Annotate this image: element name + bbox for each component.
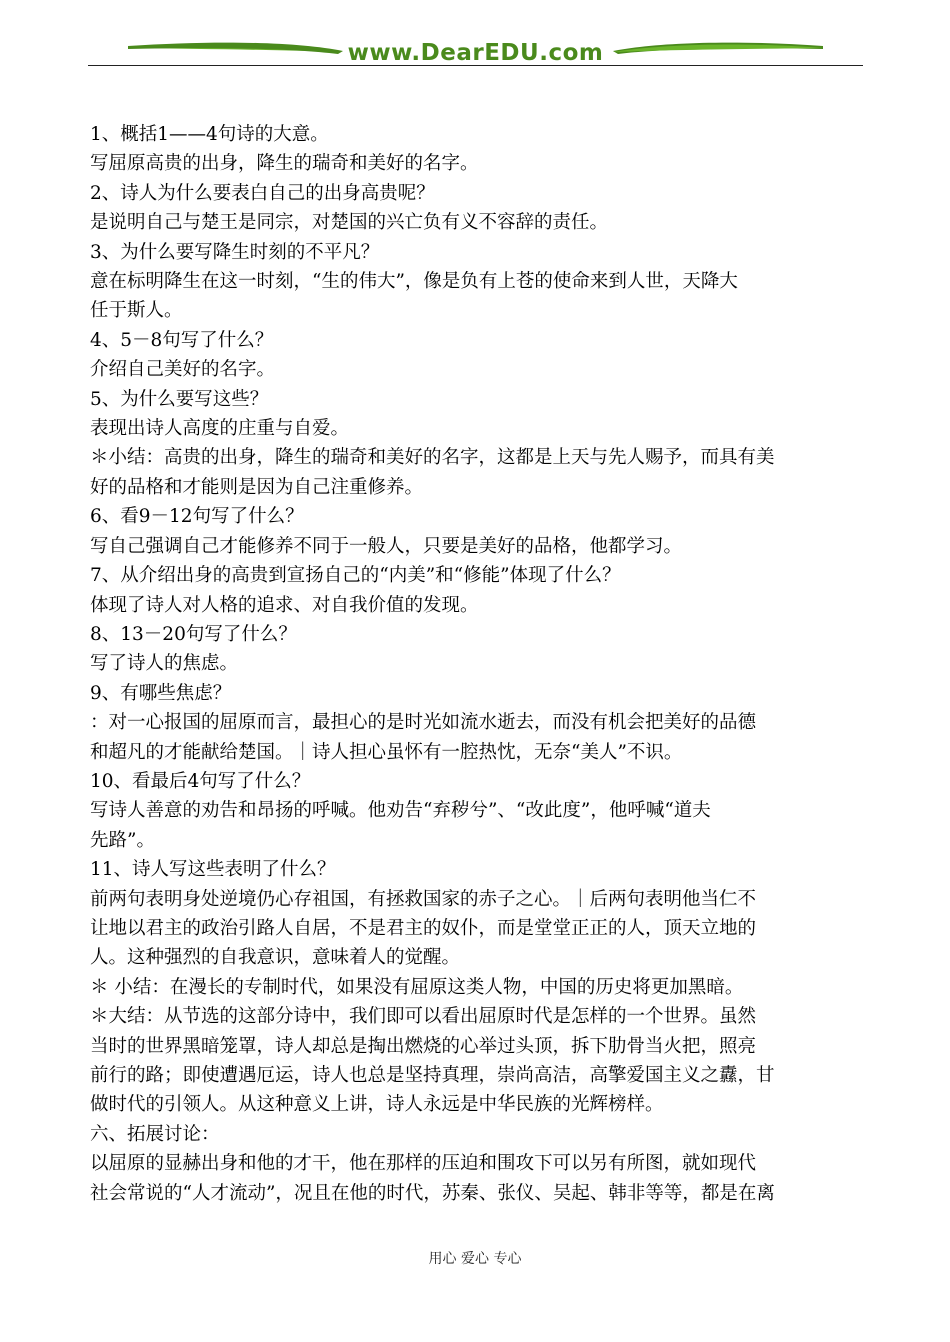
text-line: 5、为什么要写这些？ [90, 388, 269, 410]
text-line: 写屈原高贵的出身，降生的瑞奇和美好的名字。 [90, 153, 479, 175]
header-rule [88, 65, 863, 66]
text-line: ＊小结：高贵的出身，降生的瑞奇和美好的名字，这都是上天与先人赐予，而具有美 [90, 447, 775, 469]
text-line: 好的品格和才能则是因为自己注重修养。 [90, 476, 424, 498]
text-line: 11、诗人写这些表明了什么？ [90, 859, 336, 881]
document-body [90, 120, 865, 1208]
text-line: 让地以君主的政治引路人自居，不是君主的奴仆，而是堂堂正正的人，顶天立地的 [90, 917, 757, 939]
text-line: 当时的世界黑暗笼罩，诗人却总是掏出燃烧的心举过头顶，拆下肋骨当火把，照亮 [90, 1035, 757, 1057]
text-line: 写诗人善意的劝告和昂扬的呼喊。他劝告“弃秽兮”、“改此度”，他呼喊“道夫 [90, 800, 711, 822]
text-line: 介绍自己美好的名字。 [90, 359, 276, 381]
text-line: 8、13－20句写了什么？ [90, 623, 297, 645]
page-footer: 用心 爱心 专心 [428, 1251, 522, 1267]
text-line: ＊ 小结：在漫长的专制时代，如果没有屈原这类人物，中国的历史将更加黑暗。 [90, 976, 744, 998]
text-line: 意在标明降生在这一时刻，“生的伟大”，像是负有上苍的使命来到人世，天降大 [90, 271, 738, 293]
text-line: 是说明自己与楚王是同宗，对楚国的兴亡负有义不容辞的责任。 [90, 212, 609, 234]
text-line: ：对一心报国的屈原而言，最担心的是时光如流水逝去，而没有机会把美好的品德 [90, 712, 757, 734]
text-line: 体现了诗人对人格的追求、对自我价值的发现。 [90, 594, 479, 616]
text-line: 表现出诗人高度的庄重与自爱。 [90, 418, 350, 440]
text-line: 9、有哪些焦虑？ [90, 682, 232, 704]
text-line: 2、诗人为什么要表白自己的出身高贵呢？ [90, 182, 435, 204]
text-line: 以屈原的显赫出身和他的才干，他在那样的压迫和围攻下可以另有所图，就如现代 [90, 1153, 757, 1175]
text-line: 先路”。 [90, 829, 155, 851]
text-line: 前行的路；即使遭遇厄运，诗人也总是坚持真理，崇尚高洁，高擎爱国主义之纛，甘 [90, 1065, 775, 1086]
text-line: 前两句表明身处逆境仍心存祖国，有拯救国家的赤子之心。｜后两句表明他当仁不 [90, 888, 757, 910]
text-line: 6、看9－12句写了什么？ [90, 506, 304, 528]
text-line: 10、看最后4句写了什么？ [90, 770, 311, 792]
text-line: ＊大结：从节选的这部分诗中，我们即可以看出屈原时代是怎样的一个世界。虽然 [90, 1006, 757, 1028]
text-line: 和超凡的才能献给楚国。｜诗人担心虽怀有一腔热忱，无奈“美人”不识。 [90, 741, 683, 763]
text-line: 1、概括1——4句诗的大意。 [90, 124, 329, 145]
text-line: 写自己强调自己才能修养不同于一般人，只要是美好的品格，他都学习。 [90, 535, 683, 557]
page-header [88, 34, 863, 68]
text-line: 7、从介绍出身的高贵到宣扬自己的“内美”和“修能”体现了什么？ [90, 565, 621, 587]
text-line: 任于斯人。 [90, 300, 183, 322]
text-line: 人。这种强烈的自我意识，意味着人的觉醒。 [90, 947, 461, 969]
site-logo-text: www.DearEDU.com [347, 40, 604, 66]
text-line: 写了诗人的焦虑。 [90, 653, 239, 675]
text-line: 社会常说的“人才流动”，况且在他的时代，苏秦、张仪、吴起、韩非等等，都是在离 [90, 1182, 775, 1204]
text-line: 4、5－8句写了什么？ [90, 329, 274, 351]
text-line: 六、拓展讨论： [90, 1123, 220, 1145]
text-line: 做时代的引领人。从这种意义上讲，诗人永远是中华民族的光辉榜样。 [90, 1094, 664, 1116]
text-line: 3、为什么要写降生时刻的不平凡？ [90, 241, 380, 263]
